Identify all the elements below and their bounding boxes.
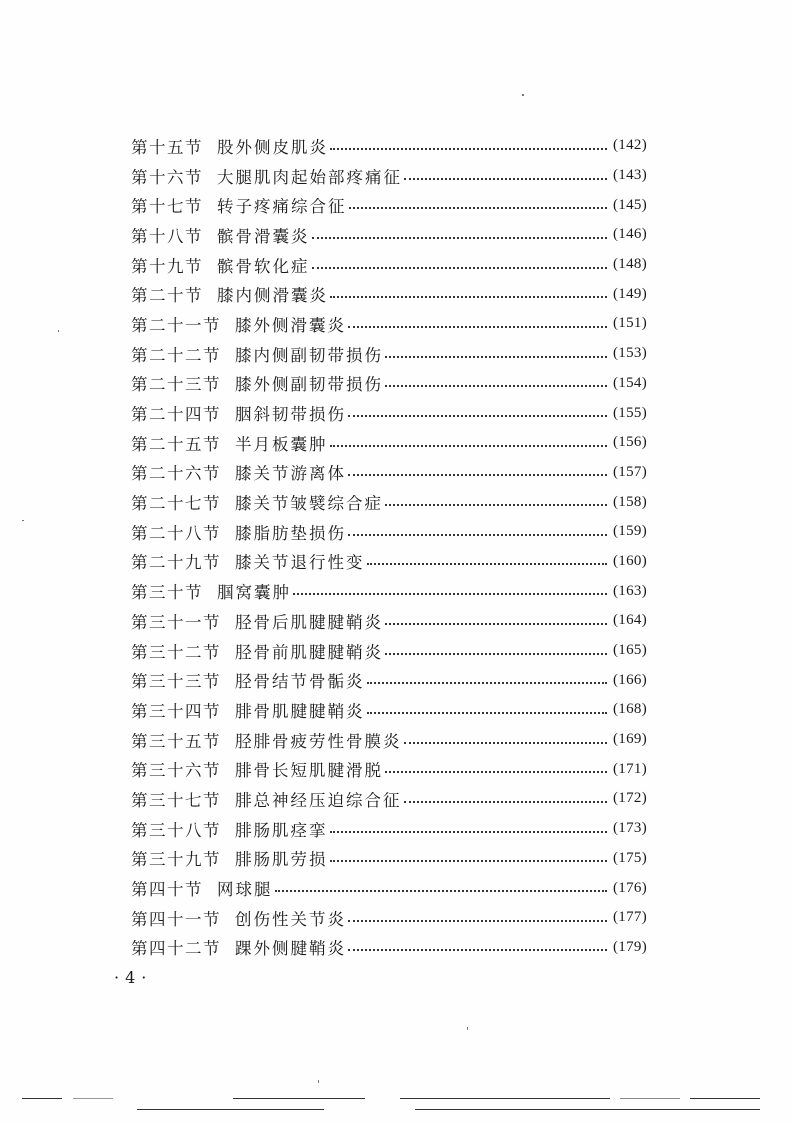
scan-edge-rule [415,1109,760,1110]
dot-leader [385,621,607,625]
toc-section-number: 第十六节 [131,167,203,187]
dot-leader [348,532,607,536]
toc-section-number: 第三十八节 [131,820,221,840]
toc-entry [131,547,647,577]
toc-entry [131,844,647,874]
toc-section-number: 第四十一节 [131,909,221,929]
toc-entry-title: 网球腿 [217,880,273,900]
table-of-contents [131,131,647,962]
toc-page-number: (172) [613,790,647,807]
dot-leader [348,413,607,417]
toc-page-number: (153) [613,345,647,362]
dot-leader [367,710,608,714]
toc-section-number: 第三十九节 [131,850,221,870]
toc-entry-title: 胭斜韧带损伤 [235,405,346,425]
toc-page-number: (169) [613,731,647,748]
toc-entry [131,309,647,339]
toc-entry-title: 胫骨结节骨骺炎 [235,672,365,692]
toc-entry-title: 膝关节退行性变 [235,553,365,573]
toc-entry-title: 腓骨肌腱腱鞘炎 [235,701,365,721]
toc-entry [131,784,647,814]
toc-section-number: 第二十四节 [131,405,221,425]
toc-entry [131,428,647,458]
toc-entry [131,369,647,399]
scan-edge-rule [400,1098,610,1099]
toc-section-number: 第三十三节 [131,672,221,692]
dot-leader [385,354,607,358]
dot-leader [385,769,607,773]
dot-leader [330,443,608,447]
toc-entry-title: 髌骨滑囊炎 [217,226,310,246]
toc-entry-title: 转子疼痛综合征 [217,197,347,217]
dot-leader [348,918,607,922]
toc-section-number: 第四十二节 [131,939,221,959]
scan-edge-rule [137,1109,324,1110]
toc-entry [131,814,647,844]
toc-page-number: (159) [613,523,647,540]
toc-entry [131,754,647,784]
toc-section-number: 第十七节 [131,197,203,217]
toc-entry [131,636,647,666]
toc-entry-title: 腓骨长短肌腱滑脱 [235,761,383,781]
toc-entry [131,458,647,488]
toc-entry [131,873,647,903]
scan-speck [22,520,24,521]
toc-section-number: 第二十六节 [131,464,221,484]
dot-leader [404,740,608,744]
dot-leader [404,799,608,803]
toc-page-number: (177) [613,909,647,926]
toc-section-number: 第三十二节 [131,642,221,662]
toc-section-number: 第四十节 [131,880,203,900]
toc-page-number: (164) [613,612,647,629]
dot-leader [330,829,608,833]
dot-leader [312,235,608,239]
toc-entry [131,517,647,547]
page-number: ·4· [114,968,153,987]
toc-entry-title: 大腿肌肉起始部疼痛征 [217,167,402,187]
toc-entry [131,665,647,695]
toc-page-number: (143) [613,167,647,184]
toc-section-number: 第三十一节 [131,612,221,632]
scan-speck [58,330,59,332]
toc-entry [131,933,647,963]
dot-leader [367,561,608,565]
toc-page-number: (166) [613,671,647,688]
toc-entry-title: 膝关节游离体 [235,464,346,484]
scan-edge-rule [233,1098,365,1099]
toc-entry-title: 踝外侧腱鞘炎 [235,939,346,959]
dot-leader [330,146,607,150]
toc-page-number: (176) [613,879,647,896]
toc-page-number: (173) [613,820,647,837]
toc-entry [131,576,647,606]
dot-leader [348,472,607,476]
toc-entry-title: 腓总神经压迫综合征 [235,790,402,810]
dot-leader [330,858,608,862]
toc-section-number: 第三十七节 [131,790,221,810]
toc-entry [131,398,647,428]
toc-page-number: (168) [613,701,647,718]
toc-entry [131,487,647,517]
scan-speck [467,1027,468,1030]
toc-entry [131,725,647,755]
dot-leader [385,651,607,655]
scan-speck [522,94,524,96]
toc-entry [131,903,647,933]
dot-leader [348,947,607,951]
toc-page-number: (156) [613,434,647,451]
toc-entry-title: 髌骨软化症 [217,256,310,276]
scan-edge-rule [73,1098,113,1099]
toc-section-number: 第二十二节 [131,345,221,365]
toc-entry-title: 半月板囊肿 [235,434,328,454]
dot-leader [404,176,607,180]
dot-leader [312,265,608,269]
dot-leader [293,591,607,595]
dot-leader [385,383,607,387]
toc-entry-title: 股外侧皮肌炎 [217,137,328,157]
toc-page-number: (142) [613,137,647,154]
toc-entry [131,131,647,161]
dot-leader [349,205,608,209]
scan-edge-rule [690,1098,760,1099]
toc-entry-title: 腓肠肌痉挛 [235,820,328,840]
toc-entry-title: 腘窝囊肿 [217,583,291,603]
toc-page-number: (154) [613,374,647,391]
toc-section-number: 第二十五节 [131,434,221,454]
toc-entry-title: 膝外侧副韧带损伤 [235,375,383,395]
toc-page-number: (158) [613,493,647,510]
toc-entry-title: 胫骨前肌腱腱鞘炎 [235,642,383,662]
toc-section-number: 第二十三节 [131,375,221,395]
toc-page-number: (160) [613,552,647,569]
toc-section-number: 第十五节 [131,137,203,157]
toc-page-number: (145) [613,196,647,213]
toc-entry [131,161,647,191]
toc-section-number: 第十九节 [131,256,203,276]
toc-section-number: 第二十九节 [131,553,221,573]
toc-section-number: 第十八节 [131,226,203,246]
toc-entry-title: 创伤性关节炎 [235,909,346,929]
dot-leader [385,502,607,506]
toc-entry-title: 膝关节皱襞综合症 [235,494,383,514]
toc-entry-title: 膝脂肪垫损伤 [235,523,346,543]
toc-page-number: (171) [613,760,647,777]
toc-entry [131,220,647,250]
toc-section-number: 第二十节 [131,286,203,306]
dot-leader [348,324,607,328]
toc-page-number: (175) [613,849,647,866]
scan-speck [318,1080,319,1083]
toc-page-number: (163) [613,582,647,599]
toc-entry [131,606,647,636]
toc-page-number: (146) [613,226,647,243]
toc-section-number: 第二十七节 [131,494,221,514]
toc-page-number: (151) [613,315,647,332]
toc-section-number: 第三十节 [131,583,203,603]
dot-leader [367,680,608,684]
toc-page-number: (148) [613,256,647,273]
toc-entry-title: 腓肠肌劳损 [235,850,328,870]
toc-section-number: 第三十五节 [131,731,221,751]
scan-edge-rule [620,1098,680,1099]
toc-page-number: (179) [613,938,647,955]
toc-page-number: (155) [613,404,647,421]
toc-entry [131,190,647,220]
toc-page-number: (157) [613,463,647,480]
toc-section-number: 第三十四节 [131,701,221,721]
toc-page-number: (165) [613,642,647,659]
toc-entry [131,695,647,725]
dot-leader [275,888,608,892]
toc-section-number: 第二十八节 [131,523,221,543]
toc-entry-title: 膝内侧滑囊炎 [217,286,328,306]
toc-entry-title: 膝外侧滑囊炎 [235,315,346,335]
toc-entry [131,250,647,280]
scan-edge-rule [22,1098,62,1099]
toc-entry [131,339,647,369]
toc-page-number: (149) [613,285,647,302]
toc-section-number: 第三十六节 [131,761,221,781]
toc-entry-title: 膝内侧副韧带损伤 [235,345,383,365]
dot-leader [330,294,607,298]
toc-entry-title: 胫骨后肌腱腱鞘炎 [235,612,383,632]
toc-entry [131,279,647,309]
toc-entry-title: 胫腓骨疲劳性骨膜炎 [235,731,402,751]
toc-section-number: 第二十一节 [131,315,221,335]
